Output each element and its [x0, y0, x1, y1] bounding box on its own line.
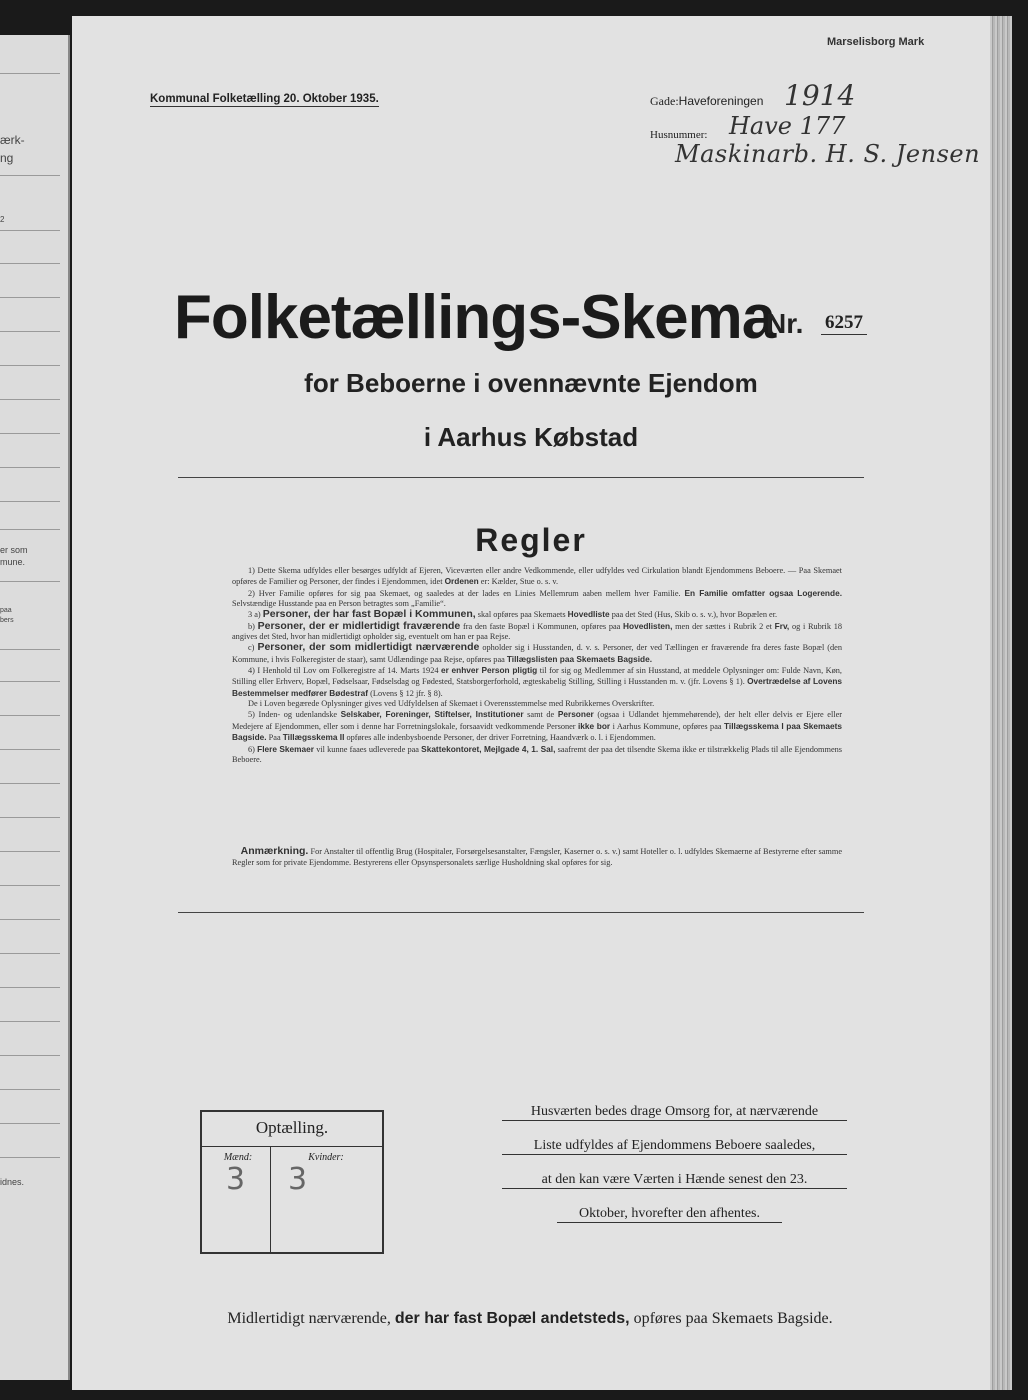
count-box [200, 1110, 384, 1254]
rule-4b: De i Loven begærede Oplysninger gives ved Udfyldelsen af Skemaet i Overensstemmelse med Rubrikkernes Overskrifter. [248, 699, 655, 709]
rule-6: 6) Flere Skemaer vil kunne faaes udleverede paa Skattekontoret, Mejlgade 4, 1. Sal, saafremt der paa det tilsendte Skema ikke er tilstrækkelig Plads til alle Ejendommens Beboere. [232, 743, 843, 764]
form-municipality: i Aarhus Købstad [423, 422, 639, 452]
women-count: 3 [288, 1162, 308, 1197]
remark-label: Anmærkning. [240, 845, 309, 857]
prev-page-text: idnes. [0, 1177, 25, 1187]
district-stamp: Marselisborg Mark [827, 36, 925, 48]
rule-3a: 3 a) Personer, der har fast Bopæl i Kommunen, skal opføres paa Skemaets Hovedliste paa det Sted (Hus, Skib o. s. v.), hvor Bopælen er. [248, 608, 778, 621]
rule-2: 2) Hver Familie opføres for sig paa Skemaet, og saaledes at der lades en Linies Mellemrum aaben mellem hver Familie. En Familie omfatter ogsaa Logerende. Selvstændige Husstande paa en Person betragtes som „Familie“. [232, 587, 842, 609]
street-field [650, 94, 763, 109]
street-printed-value: Haveforeningen [678, 94, 764, 108]
rules-heading: Regler [475, 522, 587, 558]
form-number-value: 6257 [821, 312, 867, 335]
census-form-page [72, 16, 990, 1390]
prev-page-text: ærk- [0, 133, 25, 147]
men-label: Mænd: [223, 1152, 253, 1163]
form-title: Folketællings-Skema [174, 283, 776, 352]
prev-page-text: paa [0, 607, 12, 614]
street-label: Gade: [650, 94, 679, 108]
previous-page-edge [0, 35, 70, 1380]
footer-instruction: Midlertidigt nærværende, der har fast Bopæl andetsteds, opføres paa Skemaets Bagside. [227, 1310, 833, 1327]
house-number-handwritten: Have 177 [729, 112, 846, 140]
prev-page-text: mune. [0, 557, 26, 567]
landlord-notice-line: Liste udfyldes af Ejendommens Beboere saaledes, [502, 1138, 847, 1155]
rule-3c: c) Personer, der som midlertidigt nærværende opholder sig i Husstanden, d. v. s. Personer, der ved Tællingen er fraværende fra deres faste Bopæl (den Kommune, i hvis Folkeregister de staar), samt Udlændinge paa Rejse, opføres paa Tillægslisten paa Skemaets Bagside. [232, 641, 843, 664]
prev-page-text: ng [0, 151, 14, 165]
census-header: Kommunal Folketælling 20. Oktober 1935. [150, 93, 379, 105]
owner-handwritten: Maskinarb. H. S. Jensen [675, 140, 981, 168]
divider [178, 912, 864, 913]
count-box-title: Optælling. [255, 1118, 329, 1137]
landlord-notice-line: Husværten bedes drage Omsorg for, at nærværende [502, 1104, 847, 1121]
landlord-notice-line: Oktober, hvorefter den afhentes. [557, 1206, 782, 1223]
divider [178, 477, 864, 478]
street-handwritten-value: 1914 [784, 79, 856, 112]
prev-page-text: bers [0, 617, 14, 624]
book-page-edges [990, 16, 1012, 1390]
rules-text [232, 566, 842, 765]
landlord-notice-line: at den kan være Værten i Hænde senest den 23. [502, 1172, 847, 1189]
form-subtitle: for Beboerne i ovennævnte Ejendom [304, 368, 758, 398]
form-number-label: Nr. [766, 308, 804, 339]
rule-3b: b) Personer, der er midlertidigt fraværende fra den faste Bopæl i Kommunen, opføres paa Hovedlisten, men der sættes i Rubrik 2 et Frv, og i Rubrik 18 angives det Sted, hvor han midlertidigt opholder sig, eventuelt om han er paa Rejse. [232, 619, 842, 642]
rule-4: 4) I Henhold til Lov om Folkeregistre af 14. Marts 1924 er enhver Person pligtig til for sig og Medlemmer af sin Husstand, at meddele Oplysninger om: Fulde Navn, Køn, Stilling eller Erhverv, Bopæl, Fødselsaar, Fødselsdag og Fødested, Statsborgerforhold, ægteskabelig Stilling, Stilling i Husstanden m. v. (jfr. Lovens § 1). Overtrædelse af Lovens Bestemmelser medfører Bødestraf (Lovens § 12 jfr. § 8). [232, 665, 843, 698]
men-count: 3 [226, 1162, 246, 1197]
rule-5: 5) Inden- og udenlandske Selskaber, Foreninger, Stiftelser, Institutioner samt de Personer (ogsaa i Udlandet hjemmehørende), der helt eller delvis er Ejere eller Medejere af Ejendommen, eller som i denne har Forretningslokale, forsaavidt vedkommende Personer ikke bor i Aarhus Kommune, opføres paa Tillægsskema I paa Skemaets Bagside. Paa Tillægsskema II opføres alle indenbysboende Personer, der driver Forretning, Haandværk o. l. i Ejendommen. [232, 709, 843, 743]
prev-page-text: 2 [0, 215, 5, 224]
house-number-label: Husnummer: [650, 129, 708, 141]
rule-1: 1) Dette Skema udfyldes eller besørges udfyldt af Ejeren, Viceværten eller andre Vedkommende, eller udfyldes ved Cirkulation blandt Ejendommens Beboere. — Paa Skemaet opføres de Familier og Personer, der findes i Ejendommen, idet Ordenen er: Kælder, Stue o. s. v. [232, 566, 842, 587]
women-label: Kvinder: [308, 1152, 344, 1163]
remark-text: Anmærkning. For Anstalter til offentlig Brug (Hospitaler, Forsørgelsesanstalter, Fængsler, Kaserner o. s. v.) samt Hoteller o. l. udfyldes Skemaerne af Bestyrerne efter samme Regler som for private Ejendomme. Bestyrerens eller Opsynspersonalets særlige Husholdning skal opføres for sig. [232, 845, 842, 867]
prev-page-text: er som [0, 545, 28, 555]
